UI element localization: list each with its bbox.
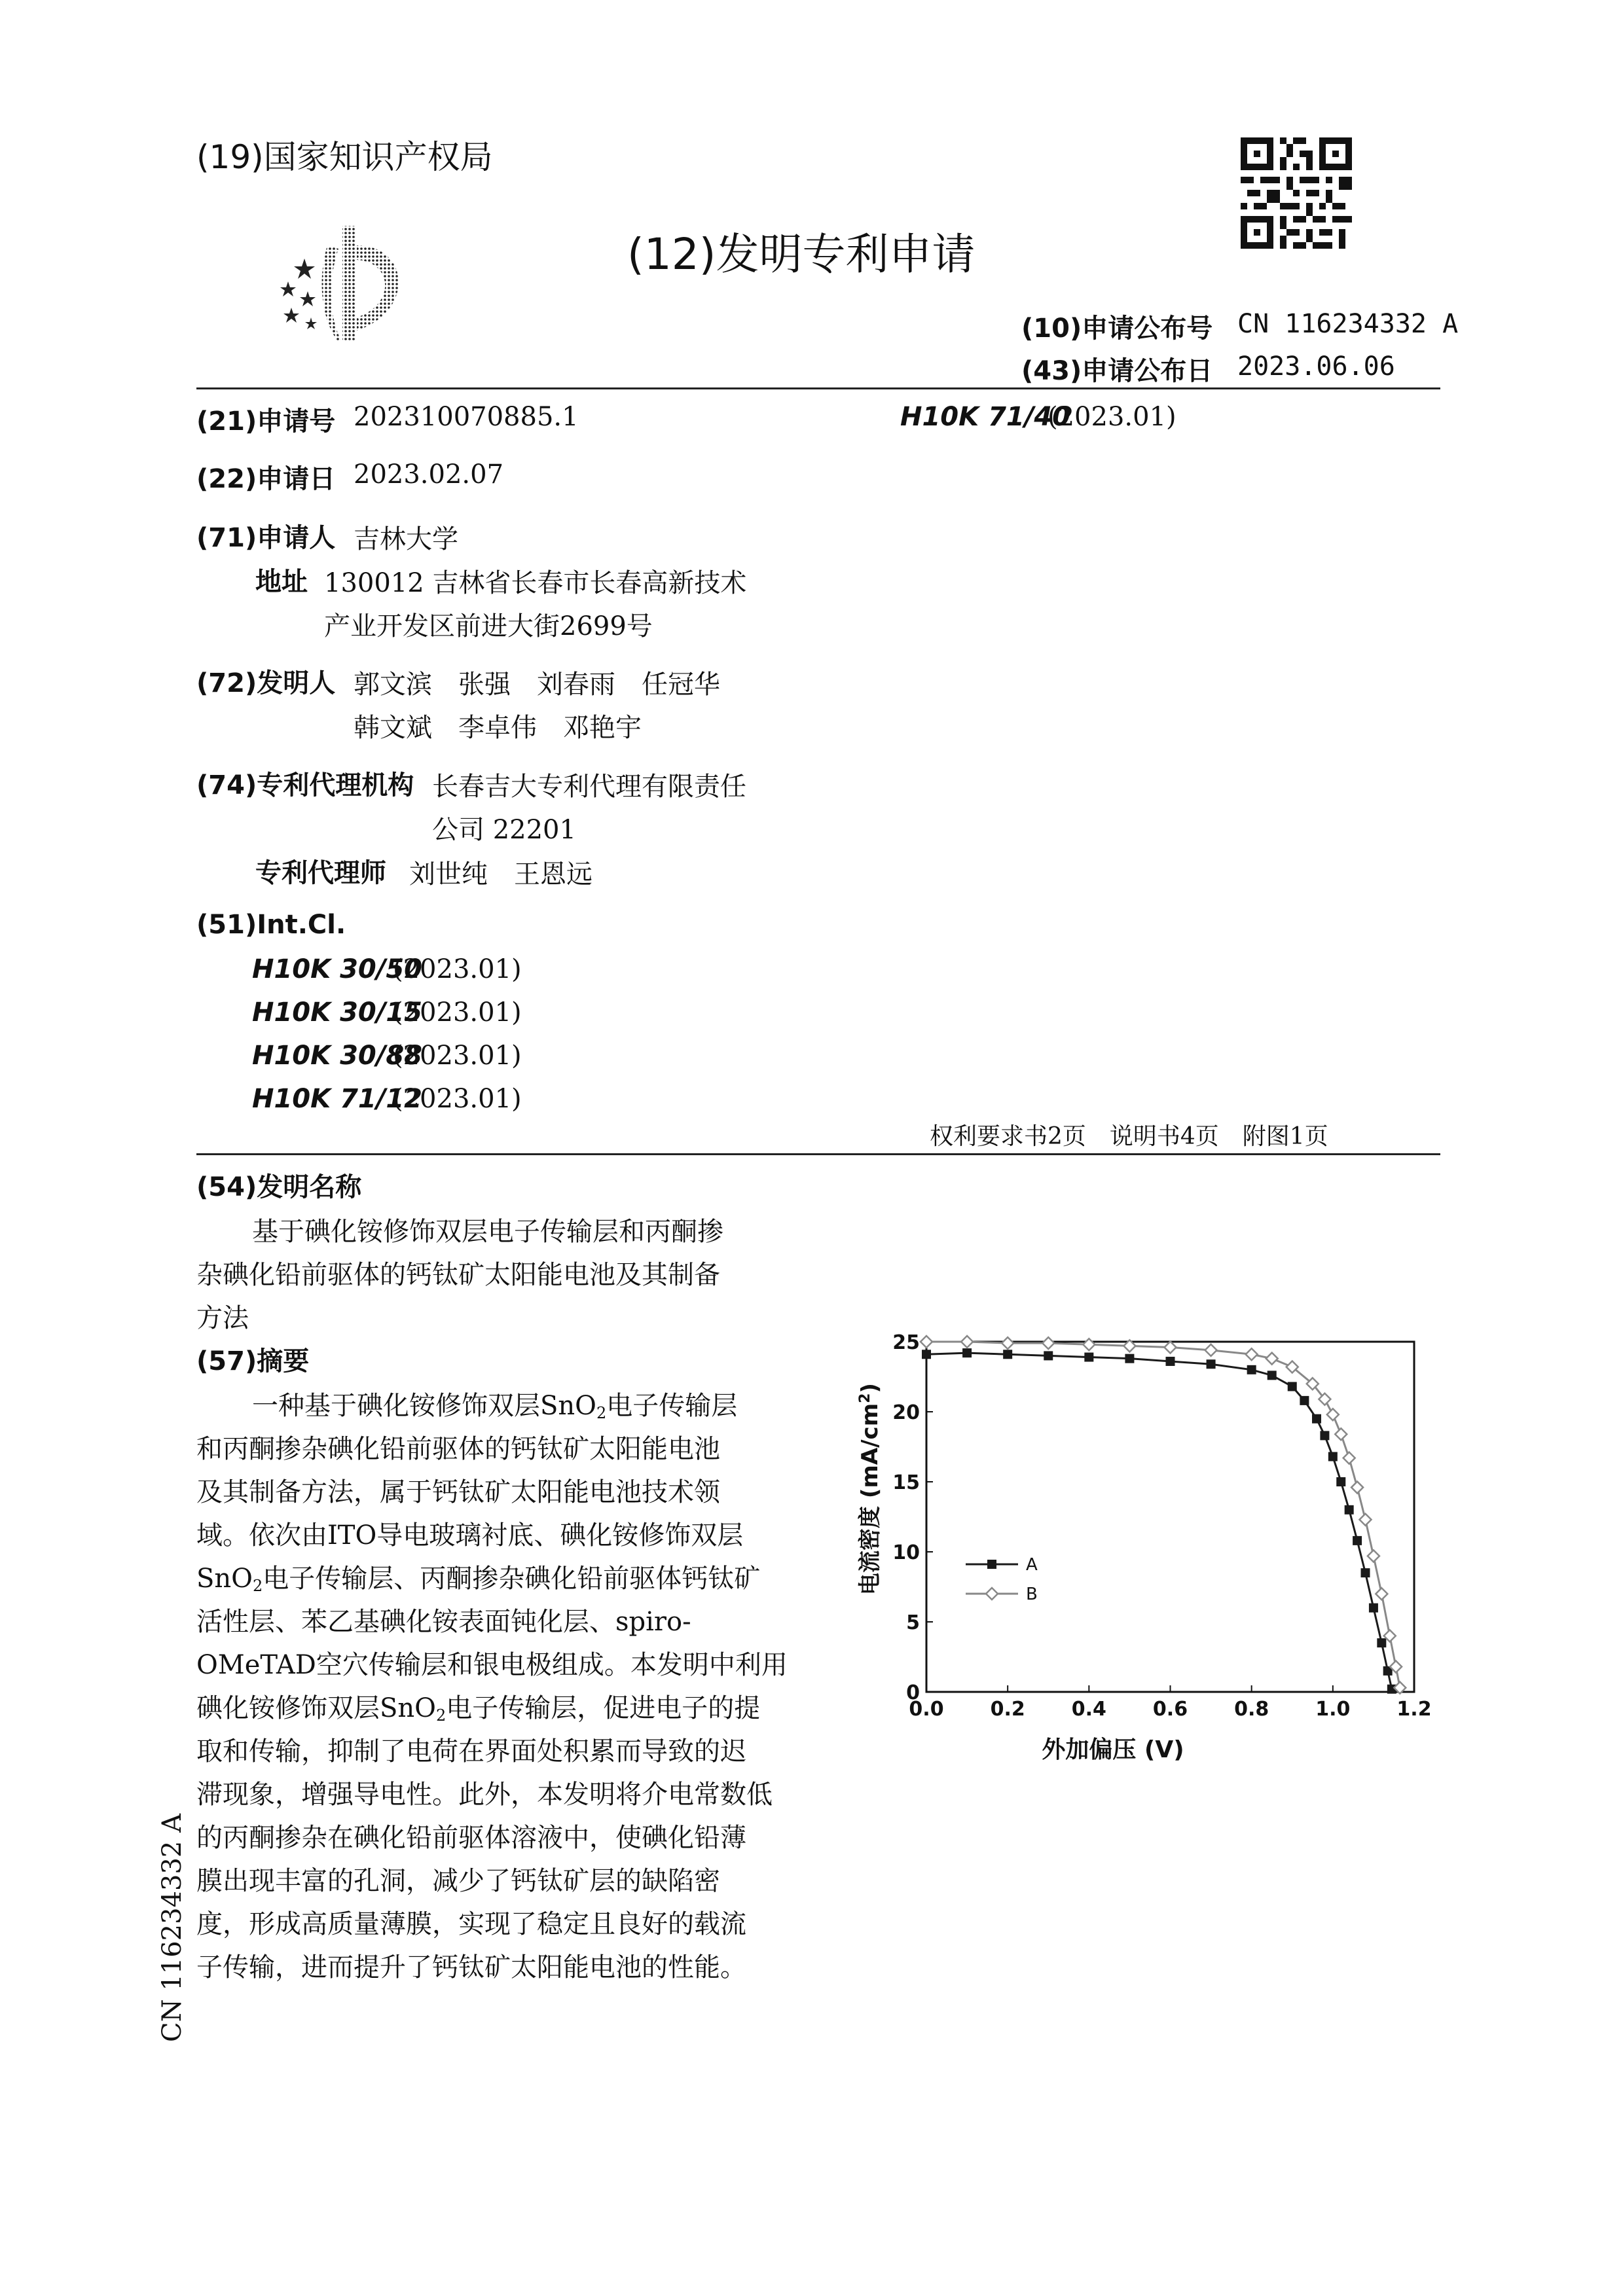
data-point-a [1288, 1382, 1297, 1391]
data-point-a [1361, 1568, 1370, 1577]
inventors-label: (72)发明人 [196, 668, 336, 698]
x-tick-label: 0.0 [909, 1698, 944, 1721]
abstract-line-2: 和丙酮掺杂碘化铅前驱体的钙钛矿太阳能电池 [196, 1434, 720, 1464]
y-tick-label: 25 [892, 1331, 920, 1354]
abstract-line-9: 取和传输，抑制了电荷在界面处积累而导致的迟 [196, 1736, 746, 1767]
data-point-a [1320, 1431, 1329, 1440]
series-line-b [926, 1342, 1400, 1688]
int-cl-year-1: (2023.01) [393, 954, 522, 984]
agency-line-2: 公司 22201 [432, 815, 576, 845]
invention-title-label: (54)发明名称 [196, 1172, 362, 1202]
agency-label: (74)专利代理机构 [196, 770, 414, 800]
abstract-line-8: 碘化铵修饰双层SnO$_2$电子传输层，促进电子的提 [196, 1693, 761, 1725]
data-point-b [1246, 1348, 1258, 1360]
chart-axes [926, 1342, 1414, 1692]
y-tick-label: 20 [892, 1401, 920, 1424]
agency-line-1: 长春吉大专利代理有限责任 [432, 772, 746, 802]
int-cl-code-2: H10K 30/15 [252, 997, 422, 1028]
data-point-b [1343, 1452, 1355, 1464]
applicant-label: (71)申请人 [196, 523, 336, 553]
main-classification-year: (2023.01) [1048, 402, 1176, 432]
legend-marker-a [987, 1560, 996, 1569]
address-line-2: 产业开发区前进大街2699号 [324, 611, 653, 641]
abstract-line-11: 的丙酮掺杂在碘化铅前驱体溶液中，使碘化铅薄 [196, 1823, 746, 1853]
x-tick-label: 0.4 [1071, 1698, 1106, 1721]
data-point-a [1377, 1638, 1386, 1647]
y-tick-label: 0 [906, 1681, 920, 1704]
legend-label-b: B [1026, 1585, 1038, 1604]
int-cl-year-3: (2023.01) [393, 1041, 522, 1071]
abstract-line-3: 及其制备方法，属于钙钛矿太阳能电池技术领 [196, 1477, 720, 1507]
agent-label: 专利代理师 [255, 858, 386, 888]
data-point-b [1165, 1342, 1176, 1354]
data-point-b [1368, 1550, 1379, 1562]
data-point-a [1044, 1351, 1053, 1360]
document-type: (12)发明专利申请 [627, 229, 976, 279]
side-publication-number: CN 116234332 A [157, 1814, 187, 2042]
office-name: (19)国家知识产权局 [196, 138, 493, 176]
abstract-line-10: 滞现象，增强导电性。此外，本发明将介电常数低 [196, 1780, 773, 1810]
plot-frame [926, 1342, 1414, 1692]
data-point-a [962, 1348, 972, 1357]
data-point-a [1353, 1536, 1362, 1545]
abstract-line-5: SnO$_2$电子传输层、丙酮掺杂碘化铅前驱体钙钛矿 [196, 1564, 761, 1595]
application-date: 2023.02.07 [354, 459, 504, 490]
agents: 刘世纯 王恩远 [409, 859, 593, 889]
jv-curve-chart [851, 1329, 1440, 1800]
biblio-divider [196, 1153, 1440, 1155]
data-point-b [1351, 1482, 1363, 1494]
cnipa-logo-icon [265, 219, 429, 344]
y-tick-label: 5 [906, 1611, 920, 1634]
int-cl-label: (51)Int.Cl. [196, 910, 346, 940]
int-cl-code-1: H10K 30/50 [252, 954, 422, 984]
inventors-line-1: 郭文滨 张强 刘春雨 任冠华 [354, 670, 720, 700]
abstract-line-12: 膜出现丰富的孔洞，减少了钙钛矿层的缺陷密 [196, 1866, 720, 1896]
data-point-a [1300, 1396, 1309, 1405]
data-point-a [1328, 1452, 1338, 1461]
data-point-a [1369, 1604, 1378, 1613]
data-point-b [921, 1336, 932, 1348]
int-cl-code-3: H10K 30/88 [252, 1041, 422, 1071]
chart-series [921, 1336, 1406, 1694]
legend-label-a: A [1026, 1555, 1038, 1575]
chart-ticks [892, 1331, 1431, 1721]
main-classification-code: H10K 71/40 [900, 402, 1070, 432]
invention-title-line-1: 基于碘化铵修饰双层电子传输层和丙酮掺 [252, 1217, 723, 1247]
application-number: 202310070885.1 [354, 402, 579, 432]
legend-marker-b [986, 1588, 998, 1600]
data-point-a [1267, 1371, 1277, 1380]
data-point-a [1125, 1354, 1134, 1363]
x-tick-label: 0.6 [1152, 1698, 1188, 1721]
abstract-line-1: 一种基于碘化铵修饰双层SnO$_2$电子传输层 [252, 1391, 738, 1422]
data-point-b [1376, 1588, 1387, 1600]
chart-legend [966, 1555, 1038, 1604]
data-point-b [1083, 1338, 1095, 1350]
x-tick-label: 1.2 [1396, 1698, 1432, 1721]
data-point-b [1335, 1428, 1347, 1440]
data-point-b [1266, 1353, 1278, 1365]
int-cl-year-2: (2023.01) [393, 997, 522, 1028]
qr-code-icon [1241, 137, 1352, 249]
publication-date: 2023.06.06 [1237, 351, 1395, 382]
data-point-b [1205, 1344, 1217, 1356]
abstract-label: (57)摘要 [196, 1346, 310, 1376]
data-point-a [1247, 1365, 1256, 1374]
x-axis-label: 外加偏压 (V) [1042, 1736, 1184, 1763]
applicant: 吉林大学 [354, 524, 458, 554]
abstract-line-7: OMeTAD空穴传输层和银电极组成。本发明中利用 [196, 1650, 788, 1680]
abstract-line-13: 度，形成高质量薄膜，实现了稳定且良好的载流 [196, 1909, 746, 1939]
y-tick-label: 10 [892, 1541, 920, 1564]
x-tick-label: 0.8 [1234, 1698, 1269, 1721]
publication-number: CN 116234332 A [1237, 309, 1459, 339]
x-tick-label: 0.2 [990, 1698, 1025, 1721]
data-point-b [1042, 1337, 1054, 1349]
data-point-b [1360, 1514, 1372, 1526]
data-point-a [1084, 1353, 1093, 1362]
inventors-line-2: 韩文斌 李卓伟 邓艳宇 [354, 713, 642, 743]
abstract-line-6: 活性层、苯乙基碘化铵表面钝化层、spiro- [196, 1607, 691, 1637]
invention-title-line-3: 方法 [196, 1303, 249, 1333]
data-point-a [1345, 1505, 1354, 1515]
data-point-b [1002, 1337, 1013, 1349]
data-point-b [1327, 1408, 1339, 1420]
y-tick-label: 15 [892, 1471, 920, 1494]
application-date-label: (22)申请日 [196, 464, 336, 494]
data-point-a [1207, 1359, 1216, 1369]
data-point-a [922, 1350, 931, 1359]
abstract-line-14: 子传输，进而提升了钙钛矿太阳能电池的性能。 [196, 1952, 746, 1982]
x-tick-label: 1.0 [1315, 1698, 1351, 1721]
publication-date-label: (43)申请公布日 [1021, 356, 1213, 386]
invention-title-line-2: 杂碘化铅前驱体的钙钛矿太阳能电池及其制备 [196, 1260, 720, 1290]
data-point-a [1166, 1357, 1175, 1366]
data-point-a [1003, 1350, 1012, 1359]
page-counts: 权利要求书2页 说明书4页 附图1页 [930, 1123, 1328, 1150]
address-label: 地址 [255, 567, 308, 597]
application-number-label: (21)申请号 [196, 406, 336, 437]
data-point-b [961, 1336, 973, 1348]
header-divider [196, 387, 1440, 389]
int-cl-year-4: (2023.01) [393, 1084, 522, 1114]
data-point-a [1312, 1414, 1321, 1424]
abstract-line-4: 域。依次由ITO导电玻璃衬底、碘化铵修饰双层 [196, 1520, 744, 1551]
publication-number-label: (10)申请公布号 [1021, 314, 1213, 344]
int-cl-code-4: H10K 71/12 [252, 1084, 422, 1114]
data-point-a [1336, 1477, 1345, 1486]
address-line-1: 130012 吉林省长春市长春高新技术 [324, 568, 747, 598]
y-axis-label: 电流密度 $(mA/cm^2)$ [857, 1383, 883, 1595]
